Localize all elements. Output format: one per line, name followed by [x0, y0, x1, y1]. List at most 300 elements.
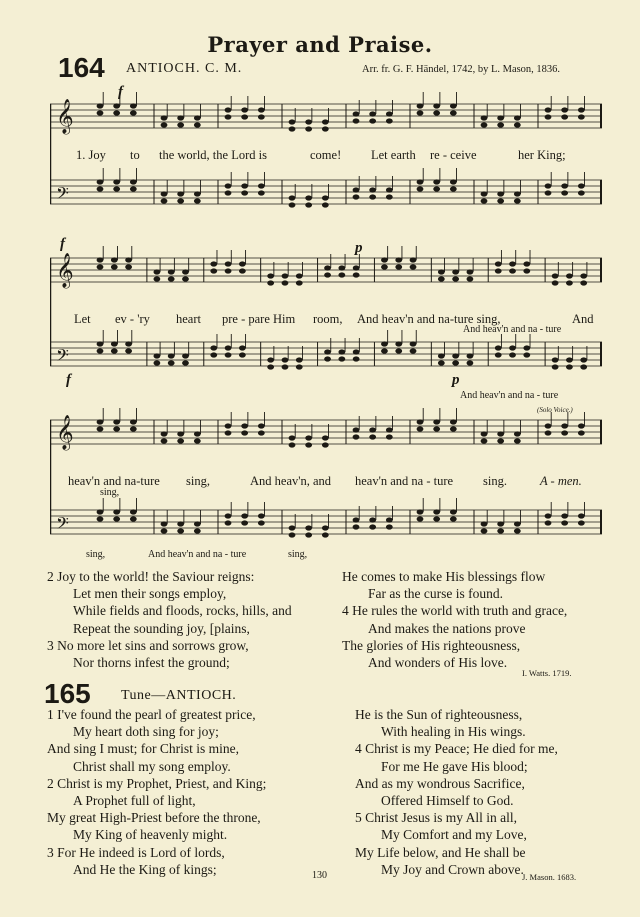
sys2-bass-notehead — [438, 353, 445, 358]
sys1-bass-notehead — [177, 191, 184, 196]
verse-line: And makes the nations prove — [368, 620, 526, 636]
lyric-s3-1: sing, — [186, 474, 210, 488]
sys1-treble-notehead — [578, 107, 585, 112]
sys2-treble-notehead — [168, 269, 175, 274]
staff-system-3-svg — [50, 398, 602, 548]
verse-line: 5 Christ Jesus is my All in all, — [355, 810, 518, 826]
sys2-treble-notehead — [467, 276, 474, 281]
sys3-bass-notehead — [258, 520, 265, 525]
sys2-bass-notehead — [239, 352, 246, 357]
verse-line: While fields and floods, rocks, hills, and — [73, 603, 292, 619]
sys2-treble-notehead — [381, 257, 388, 262]
sys2-treble-notehead — [566, 280, 573, 285]
sys3-bass-notehead — [561, 513, 568, 518]
sys3-treble-notehead — [514, 438, 521, 443]
sys2-bass-notehead — [182, 353, 189, 358]
sys1-bass-notehead — [289, 195, 296, 200]
author-164: I. Watts. 1719. — [522, 668, 572, 678]
sys1-bass-notehead — [450, 186, 457, 191]
verse-line: And sing I must; for Christ is mine, — [47, 741, 239, 757]
sys2-treble-notehead — [410, 264, 417, 269]
lyric-s3-4: sing. — [483, 474, 507, 488]
sys3-bass-notehead — [225, 513, 232, 518]
sys2-bass-notehead — [324, 349, 331, 354]
verse-line: Christ shall my song employ. — [73, 758, 231, 774]
sys1-bass-clef: 𝄢 — [56, 183, 69, 207]
sys3-treble-notehead — [322, 442, 329, 447]
sys3-bass-notehead — [481, 528, 488, 533]
sys2-bass-notehead — [410, 348, 417, 353]
sys3-treble-notehead — [545, 423, 552, 428]
sys1-treble-notehead — [258, 114, 265, 119]
sys3-treble-notehead — [194, 438, 201, 443]
lyric-s2-bass: And heav'n and na - ture — [460, 390, 559, 401]
sys2-bass-notehead — [580, 357, 587, 362]
sys2-treble-notehead — [580, 280, 587, 285]
sys2-treble-notehead — [168, 276, 175, 281]
sys2-treble-notehead — [111, 264, 118, 269]
sys3-bass-notehead — [353, 524, 360, 529]
sys3-treble-notehead — [161, 438, 168, 443]
lyric-s1-5: re - ceive — [430, 148, 477, 162]
lyric-s2-alto: And heav'n and na - ture — [463, 324, 562, 335]
sys1-treble-notehead — [305, 119, 312, 124]
sys3-bass-notehead — [514, 521, 521, 526]
sys2-bass-notehead — [353, 356, 360, 361]
sys1-treble-notehead — [433, 110, 440, 115]
verse-line: 3 No more let sins and sorrows grow, — [47, 637, 249, 653]
sys3-treble-notehead — [369, 434, 376, 439]
sys1-treble-notehead — [194, 115, 201, 120]
sys3-treble-notehead — [514, 431, 521, 436]
sys1-treble-notehead — [241, 107, 248, 112]
lyric-s1-3: come! — [310, 148, 342, 162]
sys3-treble-notehead — [97, 426, 104, 431]
sys1-bass-notehead — [514, 191, 521, 196]
sys2-bass-notehead — [452, 360, 459, 365]
sys3-treble-notehead — [322, 435, 329, 440]
sys1-bass-notehead — [225, 183, 232, 188]
sys1-bass-notehead — [369, 187, 376, 192]
sys3-bass-notehead — [450, 509, 457, 514]
dynamic-piano-2: p — [452, 372, 460, 388]
verse-line: A Prophet full of light, — [73, 793, 196, 809]
sys2-bass-notehead — [210, 352, 217, 357]
sys2-treble-notehead — [580, 273, 587, 278]
sys2-bass-notehead — [225, 345, 232, 350]
verses-164-right — [342, 568, 567, 671]
sys2-treble-notehead — [153, 269, 160, 274]
sys2-treble-notehead — [566, 273, 573, 278]
lyric-s2-0: Let — [74, 312, 91, 326]
verse-line: And as my wondrous Sacrifice, — [355, 775, 525, 791]
sys1-treble-notehead — [97, 110, 104, 115]
verse-line: 4 He rules the world with truth and grace, — [342, 603, 568, 619]
sys2-bass-notehead — [111, 341, 118, 346]
sys2-treble-notehead — [97, 264, 104, 269]
sys3-bass-notehead — [514, 528, 521, 533]
sys2-bass-notehead — [296, 357, 303, 362]
sys3-treble-notehead — [578, 430, 585, 435]
verse-line: 2 Christ is my Prophet, Priest, and King; — [47, 775, 267, 791]
sys2-treble-notehead — [509, 268, 516, 273]
lyric-s1-6: her King; — [518, 148, 566, 162]
sys1-bass-notehead — [561, 190, 568, 195]
sys1-bass-notehead — [305, 202, 312, 207]
sys2-bass-notehead — [381, 348, 388, 353]
verse-line: My King of heavenly might. — [73, 827, 228, 843]
verse-line: Far as the curse is found. — [368, 586, 503, 602]
sys2-treble-notehead — [509, 261, 516, 266]
lyric-s2-2: heart — [176, 312, 201, 326]
sys3-treble-notehead — [225, 423, 232, 428]
sys1-bass-notehead — [97, 179, 104, 184]
dynamic-piano-1: p — [355, 240, 363, 256]
sys2-bass-notehead — [410, 341, 417, 346]
verse-line: My heart doth sing for joy; — [73, 724, 219, 740]
sys3-bass-notehead — [289, 525, 296, 530]
verse-line: And wonders of His love. — [368, 655, 508, 671]
sys1-bass-notehead — [578, 190, 585, 195]
sys2-treble-notehead — [552, 273, 559, 278]
sys1-treble-notehead — [450, 110, 457, 115]
lyric-s3-bass-2: sing, — [288, 549, 308, 560]
sys3-bass-notehead — [322, 532, 329, 537]
sys3-bass-notehead — [561, 520, 568, 525]
sys3-bass-notehead — [497, 521, 504, 526]
sys3-treble-notehead — [417, 426, 424, 431]
solo-voice-label: (Solo Voice.) — [537, 406, 573, 414]
sys3-treble-notehead — [561, 423, 568, 428]
page-number: 130 — [312, 870, 327, 881]
sys1-bass-notehead — [561, 183, 568, 188]
sys1-treble-notehead — [545, 107, 552, 112]
sys1-bass-notehead — [97, 186, 104, 191]
lyric-s3-bass-0: sing, — [86, 549, 106, 560]
sys1-bass-notehead — [353, 187, 360, 192]
verses-164-left — [47, 568, 292, 671]
sys1-bass-notehead — [113, 186, 120, 191]
sys2-treble-notehead — [467, 269, 474, 274]
sys2-bass-notehead — [580, 364, 587, 369]
sys3-bass-notehead — [241, 520, 248, 525]
sys3-bass-notehead — [177, 521, 184, 526]
sys3-bass-notehead — [545, 513, 552, 518]
sys3-treble-notehead — [497, 431, 504, 436]
sys3-treble-notehead — [433, 426, 440, 431]
sys2-bass-notehead — [523, 352, 530, 357]
sys2-treble-notehead — [438, 269, 445, 274]
sys2-treble-notehead — [338, 272, 345, 277]
sys2-treble-notehead — [452, 276, 459, 281]
sys2-treble-notehead — [239, 268, 246, 273]
verse-line: 1 I've found the pearl of greatest price, — [47, 707, 256, 722]
sys1-treble-notehead — [305, 126, 312, 131]
verse-line: Offered Himself to God. — [381, 793, 514, 809]
arranger-credit: Arr. fr. G. F. Händel, 1742, by L. Mason, 1836. — [362, 64, 561, 75]
sys3-treble-notehead — [113, 419, 120, 424]
sys2-treble-notehead — [395, 264, 402, 269]
sys3-bass-notehead — [161, 528, 168, 533]
sys2-bass-notehead — [97, 348, 104, 353]
sys1-bass-notehead — [369, 194, 376, 199]
sys3-treble-notehead — [369, 427, 376, 432]
sys3-bass-notehead — [130, 509, 137, 514]
sys2-treble-notehead — [125, 257, 132, 262]
sys2-treble-notehead — [182, 276, 189, 281]
sys1-bass-notehead — [161, 198, 168, 203]
sys1-bass-notehead — [497, 191, 504, 196]
sys1-bass-notehead — [130, 186, 137, 191]
sys2-bass-notehead — [125, 341, 132, 346]
sys1-treble-notehead — [386, 111, 393, 116]
sys2-bass-notehead — [182, 360, 189, 365]
sys1-bass-notehead — [194, 191, 201, 196]
sys2-bass-notehead — [296, 364, 303, 369]
verses-165-left — [47, 706, 266, 878]
sys2-bass-notehead — [97, 341, 104, 346]
sys2-bass-notehead — [467, 353, 474, 358]
verse-line: For me He gave His blood; — [381, 758, 528, 774]
page-header: Prayer and Praise. — [207, 32, 433, 57]
sys1-treble-notehead — [417, 110, 424, 115]
sys3-bass-notehead — [369, 524, 376, 529]
sys3-bass-notehead — [450, 516, 457, 521]
sys1-treble-notehead — [514, 115, 521, 120]
sys2-bass-notehead — [282, 357, 289, 362]
sys1-bass-notehead — [289, 202, 296, 207]
sys1-treble-notehead — [225, 107, 232, 112]
sys1-treble-notehead — [369, 118, 376, 123]
sys1-bass-notehead — [386, 194, 393, 199]
sys3-bass-notehead — [241, 513, 248, 518]
sys2-treble-notehead — [267, 280, 274, 285]
sys3-bass-notehead — [433, 509, 440, 514]
sys2-bass-notehead — [239, 345, 246, 350]
sys1-treble-notehead — [161, 115, 168, 120]
sys2-treble-notehead — [438, 276, 445, 281]
sys3-bass-notehead — [177, 528, 184, 533]
lyric-s2-6: And — [572, 312, 594, 326]
sys1-treble-notehead — [417, 103, 424, 108]
sys1-treble-notehead — [289, 119, 296, 124]
sys2-bass-notehead — [125, 348, 132, 353]
sys2-bass-notehead — [495, 352, 502, 357]
dynamic-forte-2: f — [60, 236, 65, 252]
sys1-bass-notehead — [481, 198, 488, 203]
sys2-treble-notehead — [282, 273, 289, 278]
sys2-treble-notehead — [338, 265, 345, 270]
sys1-bass-notehead — [322, 202, 329, 207]
lyric-s2-4: room, — [313, 312, 343, 326]
sys3-bass-notehead — [353, 517, 360, 522]
sys2-bass-notehead — [282, 364, 289, 369]
sys3-bass-notehead — [497, 528, 504, 533]
lyric-s2-1: ev - 'ry — [115, 312, 150, 326]
lyric-s1-0: 1. Joy — [76, 148, 106, 162]
sys2-bass-notehead — [210, 345, 217, 350]
sys1-treble-notehead — [322, 126, 329, 131]
sys1-bass-notehead — [450, 179, 457, 184]
sys1-bass-notehead — [417, 186, 424, 191]
sys1-treble-notehead — [497, 115, 504, 120]
sys2-bass-notehead — [566, 364, 573, 369]
sys2-bass-notehead — [267, 364, 274, 369]
sys3-treble-notehead — [113, 426, 120, 431]
sys1-bass-notehead — [353, 194, 360, 199]
sys3-bass-notehead — [386, 517, 393, 522]
sys3-bass-notehead — [130, 516, 137, 521]
sys3-bass-notehead — [194, 528, 201, 533]
sys1-bass-notehead — [177, 198, 184, 203]
sys2-bass-notehead — [552, 357, 559, 362]
sys3-bass-notehead — [161, 521, 168, 526]
sys3-treble-notehead — [353, 434, 360, 439]
verse-line: He is the Sun of righteousness, — [355, 707, 523, 722]
sys3-treble-notehead — [561, 430, 568, 435]
sys1-treble-notehead — [353, 111, 360, 116]
sys2-bass-notehead — [509, 352, 516, 357]
sys3-bass-notehead — [113, 509, 120, 514]
sys1-treble-notehead — [130, 110, 137, 115]
sys2-bass-notehead — [338, 349, 345, 354]
sys2-treble-notehead — [125, 264, 132, 269]
sys1-treble-notehead — [497, 122, 504, 127]
sys1-treble-clef: 𝄞 — [56, 99, 74, 134]
sys2-treble-notehead — [410, 257, 417, 262]
verse-line: Let men their songs employ, — [73, 586, 227, 602]
sys3-treble-notehead — [481, 431, 488, 436]
sys3-bass-notehead — [322, 525, 329, 530]
sys3-bass-notehead — [97, 509, 104, 514]
sys3-treble-notehead — [130, 426, 137, 431]
sys1-treble-notehead — [514, 122, 521, 127]
sys2-bass-notehead — [467, 360, 474, 365]
sys2-treble-notehead — [267, 273, 274, 278]
sys3-bass-notehead — [305, 532, 312, 537]
sys1-bass-notehead — [514, 198, 521, 203]
sys1-treble-notehead — [481, 122, 488, 127]
sys2-treble-notehead — [324, 272, 331, 277]
lyric-s3-2: And heav'n, and — [250, 474, 332, 488]
sys2-treble-notehead — [452, 269, 459, 274]
sys3-bass-notehead — [481, 521, 488, 526]
verse-line: My Joy and Crown above. — [381, 861, 524, 877]
sys1-bass-notehead — [130, 179, 137, 184]
lyric-s1-4: Let earth — [371, 148, 416, 162]
sys1-treble-notehead — [161, 122, 168, 127]
sys3-treble-notehead — [177, 431, 184, 436]
sys2-bass-notehead — [153, 353, 160, 358]
staff-system-2-svg — [50, 236, 602, 386]
sys1-treble-notehead — [450, 103, 457, 108]
lyric-s3-0: heav'n and na-ture — [68, 474, 160, 488]
sys3-treble-notehead — [417, 419, 424, 424]
sys3-bass-notehead — [369, 517, 376, 522]
lyric-s3-5: A - men. — [540, 474, 582, 488]
hymn-number-164: 164 — [58, 52, 105, 83]
sys3-bass-notehead — [417, 516, 424, 521]
sys3-treble-notehead — [545, 430, 552, 435]
sys2-treble-notehead — [353, 272, 360, 277]
sys1-treble-notehead — [353, 118, 360, 123]
sys1-bass-notehead — [433, 179, 440, 184]
sys3-bass-notehead — [258, 513, 265, 518]
sys3-treble-notehead — [386, 427, 393, 432]
sys2-treble-notehead — [210, 268, 217, 273]
sys2-bass-notehead — [353, 349, 360, 354]
sys2-treble-notehead — [296, 280, 303, 285]
sys3-treble-notehead — [450, 426, 457, 431]
sys1-treble-notehead — [545, 114, 552, 119]
sys3-treble-notehead — [450, 419, 457, 424]
sys2-bass-notehead — [552, 364, 559, 369]
sys2-bass-notehead — [111, 348, 118, 353]
sys3-treble-notehead — [97, 419, 104, 424]
lyric-s3-sing: sing, — [100, 487, 120, 498]
sys1-bass-notehead — [258, 190, 265, 195]
sys3-treble-notehead — [161, 431, 168, 436]
sys2-treble-notehead — [153, 276, 160, 281]
dynamic-forte-3: f — [66, 372, 71, 388]
sys2-treble-notehead — [395, 257, 402, 262]
verse-line: 3 For He indeed is Lord of lords, — [47, 844, 225, 860]
verse-line: My Comfort and my Love, — [381, 827, 527, 843]
lyric-s2-5: And heav'n and na-ture sing, — [357, 312, 501, 326]
sys3-treble-clef: 𝄞 — [56, 415, 74, 450]
sys1-treble-notehead — [369, 111, 376, 116]
sys2-bass-notehead — [395, 348, 402, 353]
sys1-treble-notehead — [561, 114, 568, 119]
sys2-bass-notehead — [495, 345, 502, 350]
sys2-treble-notehead — [523, 261, 530, 266]
sys1-treble-notehead — [130, 103, 137, 108]
sys3-bass-notehead — [225, 520, 232, 525]
sys2-treble-notehead — [210, 261, 217, 266]
sys2-bass-notehead — [267, 357, 274, 362]
verse-line: 4 Christ is my Peace; He died for me, — [355, 741, 558, 757]
tune-reference: Tune—ANTIOCH. — [121, 688, 237, 703]
sys1-treble-notehead — [177, 115, 184, 120]
sys1-bass-notehead — [545, 190, 552, 195]
sys1-treble-notehead — [289, 126, 296, 131]
sys1-treble-notehead — [258, 107, 265, 112]
verse-line: Repeat the sounding joy, [plains, — [73, 620, 250, 636]
music-system-3 — [50, 398, 602, 548]
sys3-bass-notehead — [433, 516, 440, 521]
sys2-treble-notehead — [182, 269, 189, 274]
sys2-bass-notehead — [509, 345, 516, 350]
sys3-treble-notehead — [305, 435, 312, 440]
sys2-treble-clef: 𝄞 — [56, 253, 74, 288]
author-165: J. Mason. 1683. — [522, 872, 577, 882]
sys3-treble-notehead — [258, 430, 265, 435]
lyric-s3-bass-1: And heav'n and na - ture — [148, 549, 247, 560]
sys3-bass-notehead — [113, 516, 120, 521]
sys1-treble-notehead — [322, 119, 329, 124]
sys2-treble-notehead — [225, 268, 232, 273]
tune-name: ANTIOCH. C. M. — [126, 61, 243, 76]
sys1-treble-notehead — [113, 103, 120, 108]
sys2-treble-notehead — [495, 268, 502, 273]
sys1-bass-notehead — [433, 186, 440, 191]
sys3-bass-clef: 𝄢 — [56, 513, 69, 537]
sys2-bass-notehead — [381, 341, 388, 346]
verse-line: 2 Joy to the world! the Saviour reigns: — [47, 569, 255, 584]
lyric-s2-3: pre - pare Him — [222, 312, 296, 326]
sys2-treble-notehead — [381, 264, 388, 269]
sys3-treble-notehead — [177, 438, 184, 443]
